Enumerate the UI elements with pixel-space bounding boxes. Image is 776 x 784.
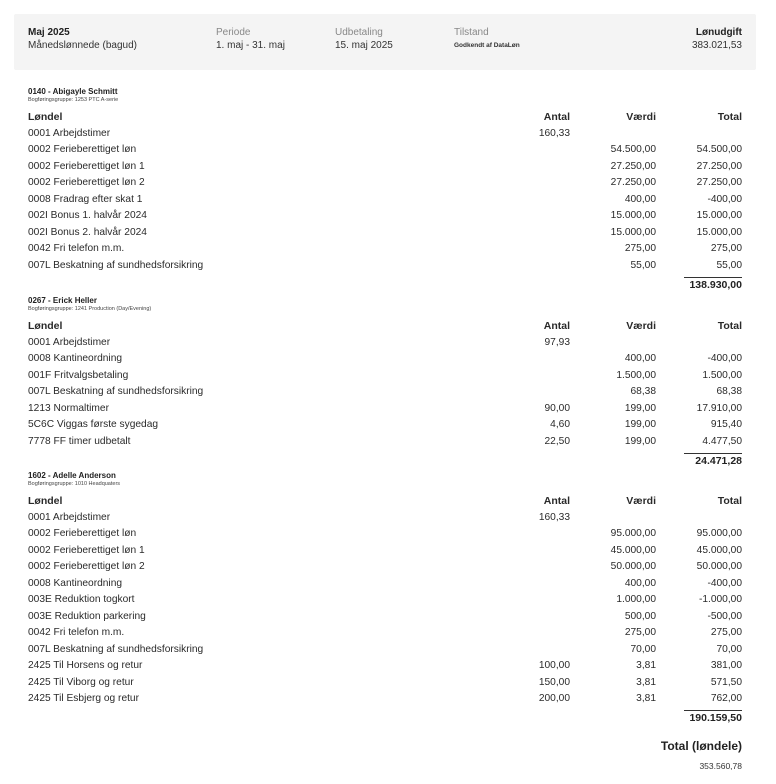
- periode-value: 1. maj - 31. maj: [216, 40, 285, 51]
- row-total: 571,50: [710, 676, 742, 688]
- row-total: 50.000,00: [696, 561, 742, 572]
- table-row: [28, 559, 742, 576]
- row-total: 381,00: [710, 660, 742, 671]
- table-row: [28, 241, 742, 258]
- row-antal: 4,60: [550, 419, 570, 430]
- row-vaerdi: 400,00: [624, 353, 656, 364]
- employee-name: 0140 - Abigayle Schmitt: [28, 87, 118, 96]
- row-londel: 1213 Normaltimer: [28, 402, 109, 414]
- row-vaerdi: 500,00: [624, 610, 656, 622]
- row-londel: 0002 Ferieberettiget løn 2: [28, 561, 145, 572]
- row-londel: 001F Fritvalgsbetaling: [28, 369, 129, 381]
- lonudgift-column: [692, 26, 742, 53]
- row-antal: 22,50: [544, 435, 570, 447]
- table-row: [28, 658, 742, 675]
- tilstand-column: [454, 26, 520, 53]
- table-row: [28, 175, 742, 192]
- row-antal: 97,93: [544, 336, 570, 348]
- row-londel: 0001 Arbejdstimer: [28, 336, 111, 348]
- row-londel: 0002 Ferieberettiget løn: [28, 144, 137, 155]
- row-londel: 0002 Ferieberettiget løn: [28, 528, 137, 539]
- row-londel: 2425 Til Horsens og retur: [28, 660, 143, 671]
- employee-table: [28, 109, 742, 274]
- row-londel: 007L Beskatning af sundhedsforsikring: [28, 259, 204, 271]
- row-vaerdi: 50.000,00: [610, 561, 656, 572]
- table-row: [28, 335, 742, 352]
- row-antal: 150,00: [538, 676, 570, 688]
- row-londel: 0042 Fri telefon m.m.: [28, 627, 125, 638]
- grand-total-label: Total (løndele): [660, 739, 742, 753]
- row-vaerdi: 15.000,00: [610, 210, 656, 221]
- row-vaerdi: 55,00: [630, 259, 656, 271]
- column-header-londel: Løndel: [28, 111, 63, 123]
- employee-table: [28, 493, 742, 708]
- row-vaerdi: 3,81: [636, 693, 656, 704]
- row-total: 17.910,00: [696, 402, 742, 414]
- table-row: [28, 526, 742, 543]
- row-antal: 160,33: [538, 511, 570, 523]
- periode-label: Periode: [216, 27, 251, 38]
- row-total: -400,00: [707, 353, 742, 364]
- table-header-row: [28, 318, 742, 335]
- column-header-vaerdi: Værdi: [626, 111, 656, 123]
- row-total: 45.000,00: [696, 544, 742, 556]
- employee-subtotal: 138.930,00: [684, 277, 742, 293]
- column-header-vaerdi: Værdi: [626, 495, 656, 507]
- row-total: 4.477,50: [702, 435, 742, 447]
- row-vaerdi: 3,81: [636, 660, 656, 671]
- row-vaerdi: 68,38: [630, 386, 656, 397]
- table-row: [28, 576, 742, 593]
- table-row: [28, 142, 742, 159]
- employee-subtotal: 24.471,28: [684, 453, 742, 469]
- row-londel: 003E Reduktion togkort: [28, 594, 135, 605]
- period-column: [28, 26, 137, 53]
- row-antal: 200,00: [538, 693, 570, 704]
- table-row: [28, 192, 742, 209]
- table-header-row: [28, 493, 742, 510]
- periode-column: [216, 26, 285, 53]
- column-header-total: Total: [717, 495, 742, 507]
- row-vaerdi: 27.250,00: [610, 160, 656, 172]
- udbetaling-value: 15. maj 2025: [335, 40, 393, 51]
- row-total: -400,00: [707, 193, 742, 205]
- employee-header: [28, 471, 120, 488]
- table-row: [28, 510, 742, 527]
- table-row: [28, 417, 742, 434]
- period-subtitle: Månedslønnede (bagud): [28, 40, 137, 51]
- row-antal: 90,00: [544, 402, 570, 414]
- row-londel: 2425 Til Esbjerg og retur: [28, 693, 139, 704]
- row-total: 95.000,00: [696, 528, 742, 539]
- row-londel: 002I Bonus 1. halvår 2024: [28, 210, 147, 221]
- row-vaerdi: 1.500,00: [616, 369, 656, 381]
- row-vaerdi: 3,81: [636, 676, 656, 688]
- row-vaerdi: 15.000,00: [610, 226, 656, 238]
- row-total: 1.500,00: [702, 369, 742, 381]
- table-row: [28, 368, 742, 385]
- row-londel: 2425 Til Viborg og retur: [28, 676, 134, 688]
- row-antal: 160,33: [538, 127, 570, 139]
- column-header-antal: Antal: [543, 320, 570, 332]
- row-antal: 100,00: [538, 660, 570, 671]
- row-londel: 7778 FF timer udbetalt: [28, 435, 131, 447]
- table-row: [28, 401, 742, 418]
- table-row: [28, 159, 742, 176]
- table-row: [28, 592, 742, 609]
- row-vaerdi: 54.500,00: [610, 144, 656, 155]
- column-header-londel: Løndel: [28, 320, 63, 332]
- row-londel: 002I Bonus 2. halvår 2024: [28, 226, 147, 238]
- row-londel: 003E Reduktion parkering: [28, 610, 146, 622]
- employee-subtotal: 190.159,50: [684, 710, 742, 726]
- lonudgift-label: Lønudgift: [695, 27, 742, 38]
- row-londel: 0002 Ferieberettiget løn 1: [28, 160, 145, 172]
- row-total: 27.250,00: [696, 177, 742, 188]
- employee-group: Bogføringsgruppe: 1253 PTC A-serie: [28, 97, 119, 103]
- row-vaerdi: 199,00: [624, 402, 656, 414]
- row-londel: 0008 Kantineordning: [28, 577, 123, 589]
- table-header-row: [28, 109, 742, 126]
- row-total: 54.500,00: [696, 144, 742, 155]
- column-header-vaerdi: Værdi: [626, 320, 656, 332]
- employee-name: 1602 - Adelle Anderson: [28, 471, 116, 480]
- row-total: 762,00: [710, 693, 742, 704]
- row-total: 27.250,00: [696, 160, 742, 172]
- row-total: 275,00: [710, 243, 742, 254]
- tilstand-label: Tilstand: [454, 27, 489, 38]
- row-vaerdi: 95.000,00: [610, 528, 656, 539]
- table-row: [28, 625, 742, 642]
- column-header-total: Total: [717, 320, 742, 332]
- employee-table: [28, 318, 742, 450]
- table-row: [28, 691, 742, 708]
- table-row: [28, 543, 742, 560]
- row-vaerdi: 400,00: [624, 193, 656, 205]
- row-vaerdi: 1.000,00: [616, 594, 656, 605]
- column-header-antal: Antal: [543, 495, 570, 507]
- row-total: 275,00: [710, 627, 742, 638]
- column-header-londel: Løndel: [28, 495, 63, 507]
- period-title: Maj 2025: [28, 27, 70, 38]
- row-londel: 007L Beskatning af sundhedsforsikring: [28, 643, 204, 655]
- row-vaerdi: 275,00: [624, 243, 656, 254]
- table-row: [28, 258, 742, 275]
- row-total: -500,00: [707, 610, 742, 622]
- row-vaerdi: 199,00: [624, 419, 656, 430]
- row-londel: 0001 Arbejdstimer: [28, 127, 111, 139]
- table-row: [28, 225, 742, 242]
- row-londel: 0002 Ferieberettiget løn 1: [28, 544, 145, 556]
- row-total: 15.000,00: [696, 226, 742, 238]
- row-vaerdi: 45.000,00: [610, 544, 656, 556]
- employee-header: [28, 87, 118, 104]
- row-vaerdi: 275,00: [624, 627, 656, 638]
- table-row: [28, 208, 742, 225]
- table-row: [28, 351, 742, 368]
- table-row: [28, 675, 742, 692]
- row-londel: 0002 Ferieberettiget løn 2: [28, 177, 145, 188]
- row-vaerdi: 70,00: [630, 643, 656, 655]
- row-londel: 0042 Fri telefon m.m.: [28, 243, 125, 254]
- table-row: [28, 434, 742, 451]
- row-total: -400,00: [707, 577, 742, 589]
- table-row: [28, 126, 742, 143]
- lonudgift-value: 383.021,53: [691, 40, 742, 51]
- table-row: [28, 642, 742, 659]
- row-vaerdi: 400,00: [624, 577, 656, 589]
- table-row: [28, 609, 742, 626]
- row-total: 15.000,00: [696, 210, 742, 221]
- udbetaling-label: Udbetaling: [335, 27, 383, 38]
- table-row: [28, 384, 742, 401]
- row-total: 68,38: [716, 386, 742, 397]
- row-total: 70,00: [716, 643, 742, 655]
- row-londel: 0008 Fradrag efter skat 1: [28, 193, 143, 205]
- grand-total-value: 353.560,78: [699, 761, 742, 771]
- row-total: 55,00: [716, 259, 742, 271]
- row-total: 915,40: [710, 419, 742, 430]
- row-londel: 0008 Kantineordning: [28, 353, 123, 364]
- employee-name: 0267 - Erick Heller: [28, 296, 97, 305]
- tilstand-value: Godkendt af DataLøn: [454, 42, 520, 49]
- payroll-summary-box: [14, 14, 756, 70]
- row-vaerdi: 199,00: [624, 435, 656, 447]
- column-header-total: Total: [717, 111, 742, 123]
- row-londel: 5C6C Viggas første sygedag: [28, 419, 159, 430]
- row-londel: 0001 Arbejdstimer: [28, 511, 111, 523]
- udbetaling-column: [335, 26, 393, 53]
- row-vaerdi: 27.250,00: [610, 177, 656, 188]
- employee-group: Bogføringsgruppe: 1010 Headquaters: [28, 481, 121, 487]
- row-londel: 007L Beskatning af sundhedsforsikring: [28, 386, 204, 397]
- employee-header: [28, 296, 151, 313]
- column-header-antal: Antal: [543, 111, 570, 123]
- row-total: -1.000,00: [698, 594, 742, 605]
- employee-group: Bogføringsgruppe: 1241 Production (Day/Evening): [28, 306, 152, 312]
